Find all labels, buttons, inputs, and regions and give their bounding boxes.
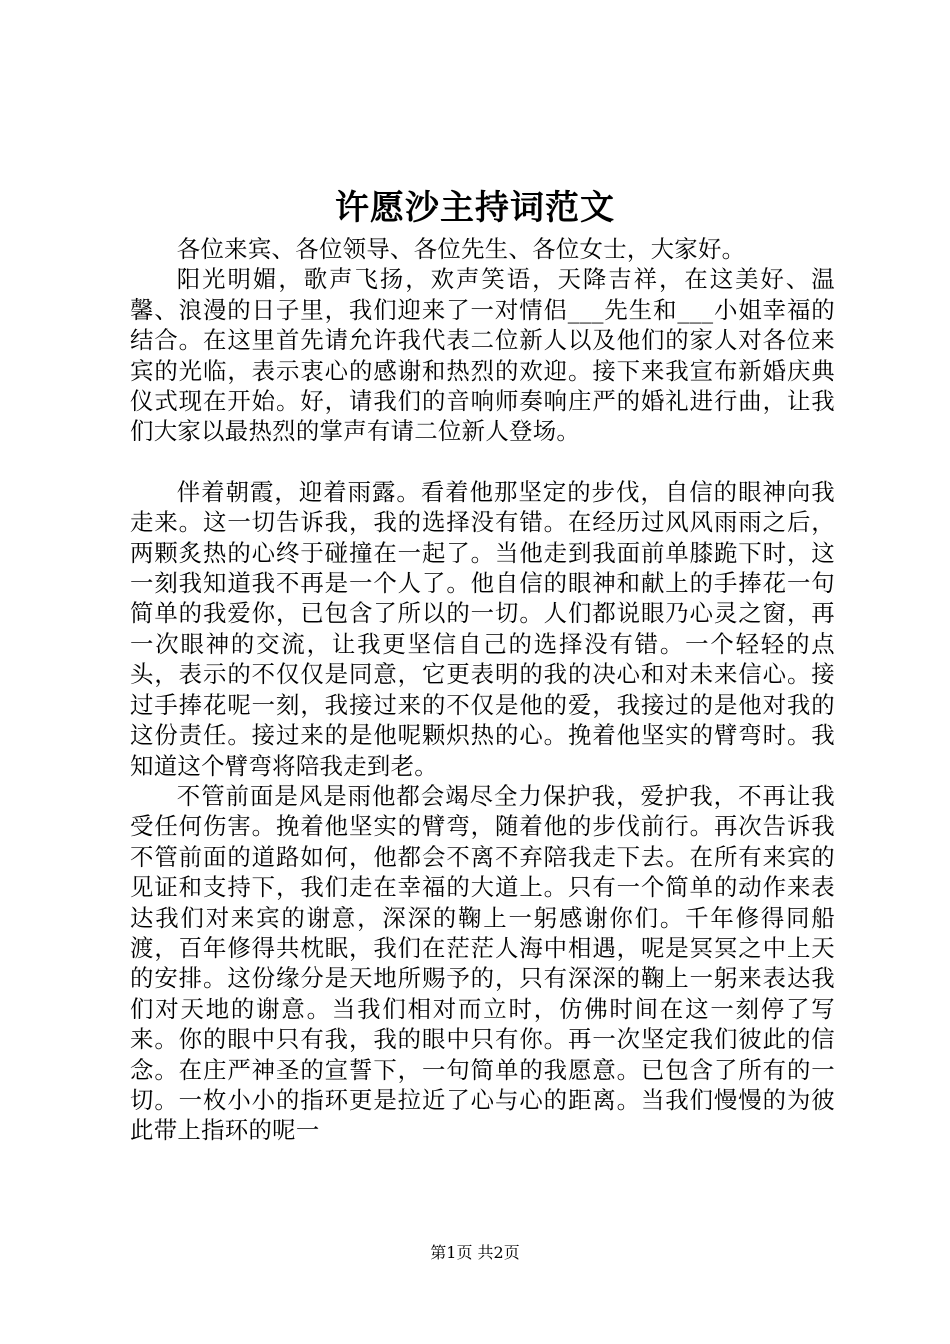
greeting-paragraph: 各位来宾、各位领导、各位先生、各位女士，大家好。 <box>176 235 746 263</box>
document-body <box>130 234 835 1146</box>
document-title: 许愿沙主持词范文 <box>335 188 615 228</box>
page-footer: 第1页 共2页 <box>430 1243 520 1262</box>
opening-paragraph: 阳光明媚，歌声飞扬，欢声笑语，天降吉祥，在这美好、温馨、浪漫的日子里，我们迎来了一对情侣___先生和___小姐幸福的结合。在这里首先请允许我代表二位新人以及他们的家人对各位来宾的光临，表示衷心的感谢和热烈的欢迎。接下来我宣布新婚庆典仪式现在开始。好，请我们的音响师奏响庄严的婚礼进行曲，让我们大家以最热烈的掌声有请二位新人登场。 <box>130 265 835 446</box>
paragraph-spacer <box>130 447 835 477</box>
story-paragraph: 伴着朝霞，迎着雨露。看着他那坚定的步伐，自信的眼神向我走来。这一切告诉我，我的选择没有错。在经历过风风雨雨之后，两颗炙热的心终于碰撞在一起了。当他走到我面前单膝跪下时，这一刻我知道我不再是一个人了。他自信的眼神和献上的手捧花一句简单的我爱你，已包含了所以的一切。人们都说眼乃心灵之窗，再一次眼神的交流，让我更坚信自己的选择没有错。一个轻轻的点头，表示的不仅仅是同意，它更表明的我的决心和对未来信心。接过手捧花呢一刻，我接过来的不仅是他的爱，我接过的是他对我的这份责任。接过来的是他呢颗炽热的心。挽着他坚实的臂弯时。我知道这个臂弯将陪我走到老。 <box>130 477 835 780</box>
vow-paragraph: 不管前面是风是雨他都会竭尽全力保护我，爱护我，不再让我受任何伤害。挽着他坚实的臂弯，随着他的步伐前行。再次告诉我不管前面的道路如何，他都会不离不弃陪我走下去。在所有来宾的见证和支持下，我们走在幸福的大道上。只有一个简单的动作来表达我们对来宾的谢意，深深的鞠上一躬感谢你们。千年修得同船渡，百年修得共枕眠，我们在茫茫人海中相遇，呢是冥冥之中上天的安排。这份缘分是天地所赐予的，只有深深的鞠上一躬来表达我们对天地的谢意。当我们相对而立时，仿佛时间在这一刻停了写来。你的眼中只有我，我的眼中只有你。再一次坚定我们彼此的信念。在庄严神圣的宣誓下，一句简单的我愿意。已包含了所有的一切。一枚小小的指环更是拉近了心与心的距离。当我们慢慢的为彼此带上指环的呢一 <box>130 781 835 1145</box>
